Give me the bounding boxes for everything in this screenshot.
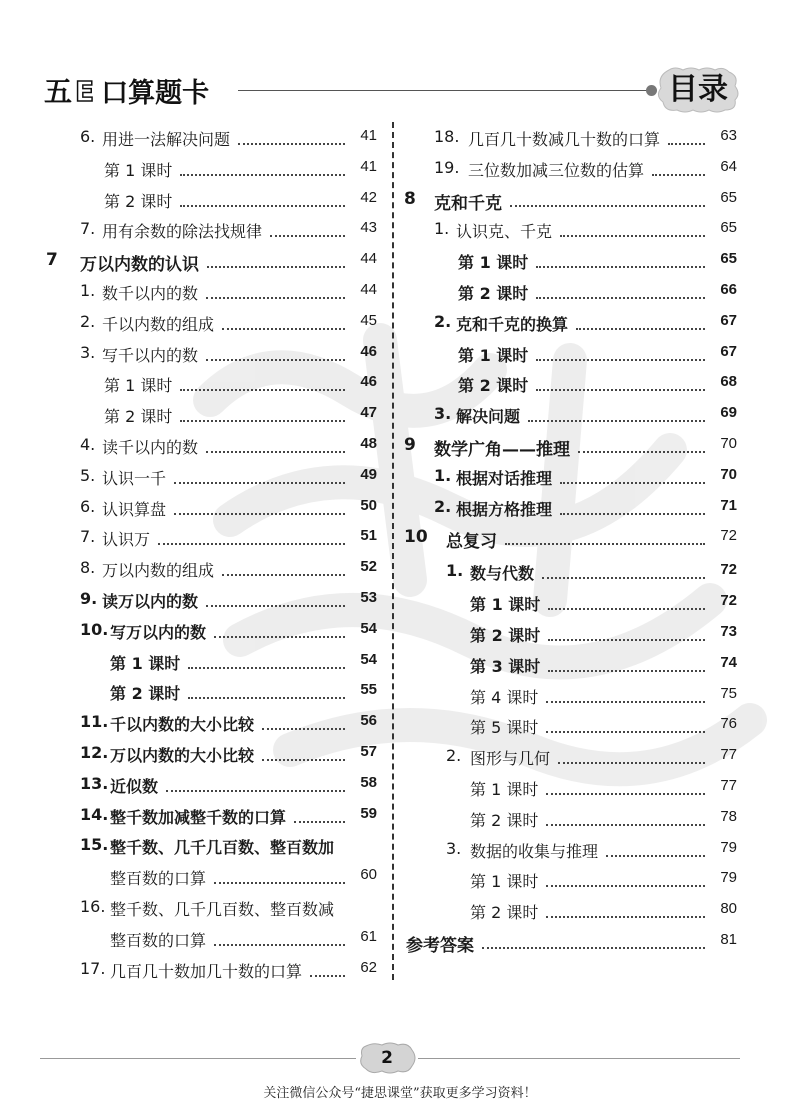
toc-entry[interactable] [40,122,385,153]
toc-entry-page: 77 [720,776,737,794]
toc-entry-title: 写万以内的数 [110,622,207,642]
toc-entry[interactable] [40,769,385,800]
toc-entry[interactable] [400,618,745,649]
toc-entry[interactable] [400,122,745,153]
toc-entry-title: 用进一法解决问题 [102,130,231,149]
toc-entry-number: 9 [404,434,416,455]
toc-entry[interactable] [40,676,385,707]
toc-entry[interactable] [40,553,385,584]
toc-leader-dots [206,605,345,607]
toc-entry-title: 第 1 课时 [104,160,173,180]
page-number: 2 [381,1048,393,1068]
toc-entry-page: 74 [720,653,737,671]
toc-entry-title: 第 1 课时 [110,653,181,673]
toc-entry-page: 54 [360,650,377,668]
toc-entry-page: 55 [360,681,377,699]
toc-entry-page: 59 [360,804,377,822]
footer-rule-right [418,1058,740,1059]
toc-entry-number: 1. [446,561,464,581]
toc-leader-dots [214,944,345,946]
toc-leader-dots [668,143,705,145]
toc-leader-dots [548,639,705,641]
toc-entry-page: 64 [720,157,737,175]
toc-entry[interactable] [400,522,745,556]
toc-entry-title: 第 2 课时 [104,191,173,211]
toc-entry-page: 49 [360,465,377,483]
toc-entry-number: 8 [404,188,416,209]
toc-entry-page: 63 [720,127,737,144]
toc-entry-page: 50 [360,496,377,514]
toc-entry-title: 克和千克 [434,193,502,214]
toc-entry[interactable] [400,461,745,492]
toc-entry[interactable] [400,399,745,430]
toc-entry-page: 48 [360,434,377,452]
toc-entry-title: 第 2 课时 [470,903,539,923]
toc-entry-number: 17. [80,958,106,978]
page-header [0,0,800,120]
toc-entry-number: 10. [80,619,109,639]
toc-entry-title: 几百几十数加几十数的口算 [110,961,303,981]
toc-entry-page: 67 [720,342,737,360]
toc-leader-dots [536,266,705,268]
toc-entry-page: 62 [360,958,377,976]
toc-entry[interactable] [400,649,745,680]
toc-leader-dots [188,667,345,669]
toc-entry-title: 千以内数的大小比较 [110,715,255,735]
section-title: 目录 [668,72,728,107]
toc-entry-number: 6. [80,496,96,516]
toc-entry-number: 15. [80,835,109,855]
toc-entry[interactable] [40,492,385,523]
toc-entry-title: 第 2 课时 [104,407,173,427]
toc-entry-title: 数据的收集与推理 [470,841,599,861]
toc-entry-title: 第 1 课时 [104,376,173,396]
toc-entry[interactable] [400,245,745,276]
toc-entry-title: 读千以内的数 [102,437,199,457]
toc-entry-title: 整百数的口算 [110,930,207,950]
toc-leader-dots [536,359,705,361]
toc-entry-page: 65 [720,250,737,268]
toc-leader-dots [262,728,345,730]
brand [44,70,209,110]
toc-entry-page: 57 [360,742,377,760]
page-number-badge [356,1040,418,1076]
toc-leader-dots [180,420,345,422]
toc-leader-dots [262,759,345,761]
brand-title: 口算题卡 [101,77,210,109]
toc-entry[interactable] [40,307,385,338]
toc-leader-dots [505,543,705,545]
toc-entry-title: 第 2 课时 [458,283,529,303]
toc-entry[interactable] [40,214,385,245]
toc-entry-number: 2. [446,746,462,766]
toc-entry[interactable] [40,830,385,861]
toc-entry-page: 72 [720,561,737,579]
toc-entry-page: 75 [720,684,737,702]
toc-entry-number: 8. [80,558,96,578]
toc-entry[interactable] [40,184,385,215]
toc-entry[interactable] [400,368,745,399]
toc-entry-title: 数与代数 [470,564,535,584]
toc-entry-number: 14. [80,804,109,824]
toc-entry-number: 1. [80,280,96,300]
toc-entry-title: 用有余数的除法找规律 [102,222,263,242]
toc-entry-number: 10 [404,527,428,548]
toc-entry-title: 第 5 课时 [470,718,539,738]
toc-leader-dots [546,824,705,826]
toc-entry[interactable] [400,587,745,618]
toc-entry[interactable] [400,492,745,523]
toc-entry-page: 72 [720,592,737,610]
toc-right-column [400,122,745,957]
toc-entry-number: 19. [434,157,460,177]
toc-entry[interactable] [400,926,745,957]
toc-leader-dots [652,174,705,176]
toc-entry-number: 4. [80,434,96,454]
toc-entry-page: 41 [360,157,377,175]
toc-entry-title: 数千以内的数 [102,283,199,303]
toc-entry-title: 根据对话推理 [456,468,553,488]
toc-entry-title: 图形与几何 [470,749,551,769]
toc-entry-number: 3. [434,404,452,424]
toc-entry[interactable] [40,368,385,399]
toc-entry-title: 第 1 课时 [470,872,539,892]
toc-leader-dots [560,235,705,237]
toc-entry-title: 第 4 课时 [470,687,539,707]
toc-leader-dots [528,420,705,422]
toc-entry[interactable] [40,338,385,369]
toc-entry-title: 克和千克的换算 [456,314,569,334]
toc-leader-dots [578,451,705,453]
toc-entry-number: 7 [46,250,58,271]
toc-entry-number: 3. [80,342,96,362]
toc-entry-page: 80 [720,900,737,918]
toc-entry-number: 7. [80,527,96,547]
toc-entry-number: 3. [446,838,462,858]
toc-leader-dots [158,543,345,545]
toc-entry[interactable] [40,800,385,831]
toc-entry[interactable] [40,584,385,615]
toc-entry[interactable] [40,707,385,738]
toc-entry[interactable] [400,864,745,895]
toc-entry-number: 9. [80,588,98,608]
toc-entry-title: 整百数的口算 [110,869,207,889]
toc-entry-title: 解决问题 [456,407,521,427]
toc-entry-title: 第 1 课时 [470,595,541,615]
toc-entry-page: 52 [360,558,377,576]
toc-entry-title: 第 1 课时 [458,345,529,365]
toc-entry[interactable] [400,895,745,926]
toc-entry-title: 读万以内的数 [102,591,199,611]
toc-entry[interactable] [400,803,745,834]
toc-entry-page: 60 [360,866,377,884]
toc-entry-number: 2. [434,311,452,331]
toc-entry[interactable] [40,646,385,677]
toc-leader-dots [188,697,345,699]
toc-entry-page: 71 [720,496,737,514]
toc-entry[interactable] [400,680,745,711]
toc-entry-number: 2. [80,311,96,331]
toc-entry-title: 认识算盘 [102,499,167,519]
toc-leader-dots [606,855,705,857]
toc-entry-number: 1. [434,219,450,239]
toc-entry[interactable] [400,307,745,338]
toc-entry-title: 近似数 [110,776,159,796]
toc-entry-page: 43 [360,219,377,237]
toc-entry-number: 1. [434,465,452,485]
toc-leader-dots [206,297,345,299]
toc-entry[interactable] [400,556,745,587]
toc-entry-number: 5. [80,465,96,485]
toc-entry-page: 41 [360,127,377,144]
toc-entry-page: 58 [360,773,377,791]
toc-leader-dots [270,235,345,237]
toc-entry-title: 第 1 课时 [470,779,539,799]
toc-leader-dots [180,174,345,176]
toc-leader-dots [546,701,705,703]
toc-leader-dots [166,790,345,792]
toc-entry-title: 第 2 课时 [470,625,541,645]
logo-char: 五 [44,75,74,108]
toc-entry-page: 45 [360,311,377,329]
toc-leader-dots [222,328,345,330]
toc-entry[interactable] [400,741,745,772]
toc-entry-title: 写千以内的数 [102,345,199,365]
toc-entry-page: 79 [720,838,737,856]
toc-entry[interactable] [400,153,745,184]
toc-leader-dots [560,513,705,515]
toc-entry-title: 参考答案 [406,935,474,956]
toc-leader-dots [560,482,705,484]
toc-entry-page: 73 [720,622,737,640]
toc-entry-page: 67 [720,311,737,329]
toc-entry-title: 千以内数的组成 [102,314,215,334]
toc-entry-page: 65 [720,219,737,237]
toc-entry-title: 第 3 课时 [470,656,541,676]
toc-entry[interactable] [40,738,385,769]
toc-entry[interactable] [40,954,385,985]
section-badge [655,66,741,114]
toc-entry[interactable] [400,772,745,803]
toc-entry[interactable] [40,861,385,892]
toc-entry-page: 61 [360,927,377,945]
toc-entry[interactable] [400,276,745,307]
toc-entry-title: 第 2 课时 [470,810,539,830]
column-divider [392,122,394,980]
logo-char-outlined: E [75,75,96,108]
toc-entry[interactable] [40,276,385,307]
toc-leader-dots [238,143,345,145]
toc-entry-page: 76 [720,715,737,733]
toc-leader-dots [174,513,345,515]
toc-entry-number: 6. [80,127,96,146]
toc-entry-page: 44 [360,250,377,268]
toc-entry-number: 12. [80,742,109,762]
toc-entry-title: 几百几十数减几十数的口算 [468,130,661,149]
toc-entry-title: 认识克、千克 [456,222,553,242]
toc-entry-page: 46 [360,342,377,360]
toc-entry[interactable] [40,923,385,954]
toc-entry-page: 46 [360,373,377,391]
toc-entry[interactable] [400,184,745,215]
toc-leader-dots [558,762,705,764]
toc-entry[interactable] [40,430,385,461]
toc-leader-dots [548,608,705,610]
toc-entry[interactable] [400,834,745,865]
toc-entry-page: 54 [360,619,377,637]
toc-entry[interactable] [40,892,385,923]
toc-leader-dots [542,577,705,579]
toc-entry-page: 78 [720,807,737,825]
toc-leader-dots [222,574,345,576]
toc-leader-dots [548,670,705,672]
toc-entry-page: 69 [720,404,737,422]
toc-entry-title: 认识一千 [102,468,167,488]
toc-entry-page: 77 [720,746,737,764]
toc-entry-page: 42 [360,188,377,206]
toc-entry-title: 第 1 课时 [458,253,529,273]
toc-entry[interactable] [40,153,385,184]
toc-entry-page: 70 [720,434,737,452]
toc-leader-dots [546,916,705,918]
toc-leader-dots [536,389,705,391]
toc-leader-dots [174,482,345,484]
toc-leader-dots [576,328,705,330]
toc-entry-page: 72 [720,527,737,545]
toc-entry-title: 万以内数的组成 [102,561,215,581]
toc-entry-title: 整千数、几千几百数、整百数减 [110,899,335,919]
toc-entry-number: 18. [434,127,460,146]
toc-entry-title: 根据方格推理 [456,499,553,519]
toc-entry-title: 万以内数的大小比较 [110,745,255,765]
toc-leader-dots [510,205,705,207]
toc-entry-number: 13. [80,773,109,793]
toc-leader-dots [546,885,705,887]
toc-leader-dots [206,451,345,453]
header-rule [238,90,650,91]
toc-leader-dots [294,821,345,823]
toc-leader-dots [310,975,345,977]
toc-entry-title: 第 2 课时 [110,684,181,704]
toc-entry-number: 11. [80,712,109,732]
toc-entry[interactable] [400,214,745,245]
toc-entry[interactable] [40,399,385,430]
toc-entry-title: 整千数、几千几百数、整百数加 [110,838,335,858]
toc-entry-number: 16. [80,896,106,916]
toc-leader-dots [482,947,705,949]
toc-leader-dots [206,359,345,361]
toc-entry-page: 81 [720,930,737,948]
footer-note: 关注微信公众号“捷思课堂”获取更多学习资料！ [263,1086,537,1101]
toc-entry[interactable] [40,522,385,553]
toc-leader-dots [546,793,705,795]
toc-left-column [40,122,385,984]
toc-entry-page: 79 [720,869,737,887]
toc-entry-title: 三位数加减三位数的估算 [468,160,645,180]
toc-entry[interactable] [400,710,745,741]
toc-leader-dots [214,882,345,884]
toc-entry-page: 47 [360,404,377,422]
toc-entry-page: 44 [360,280,377,298]
toc-leader-dots [180,205,345,207]
toc-entry-page: 68 [720,373,737,391]
toc-entry-title: 整千数加减整千数的口算 [110,807,287,827]
toc-leader-dots [536,297,705,299]
toc-entry[interactable] [40,615,385,646]
toc-leader-dots [180,389,345,391]
toc-entry[interactable] [400,338,745,369]
toc-entry-page: 70 [720,465,737,483]
toc-entry-page: 53 [360,588,377,606]
toc-entry-number: 7. [80,219,96,239]
toc-entry[interactable] [40,245,385,276]
toc-entry-number: 2. [434,496,452,516]
toc-entry-title: 数学广角——推理 [434,439,570,460]
toc-entry-title: 万以内数的认识 [80,255,199,276]
toc-entry-page: 65 [720,188,737,206]
toc-entry-title: 认识万 [102,530,151,550]
toc-entry-title: 总复习 [446,532,497,553]
toc-entry[interactable] [40,461,385,492]
toc-leader-dots [214,636,345,638]
footer-rule-left [40,1058,356,1059]
toc-leader-dots [546,731,705,733]
toc-entry-page: 66 [720,280,737,298]
toc-entry-title: 第 2 课时 [458,376,529,396]
brand-logo [44,70,97,110]
toc-entry-page: 56 [360,712,377,730]
toc-entry-page: 51 [360,527,377,545]
toc-entry[interactable] [400,430,745,461]
toc-leader-dots [207,266,345,268]
